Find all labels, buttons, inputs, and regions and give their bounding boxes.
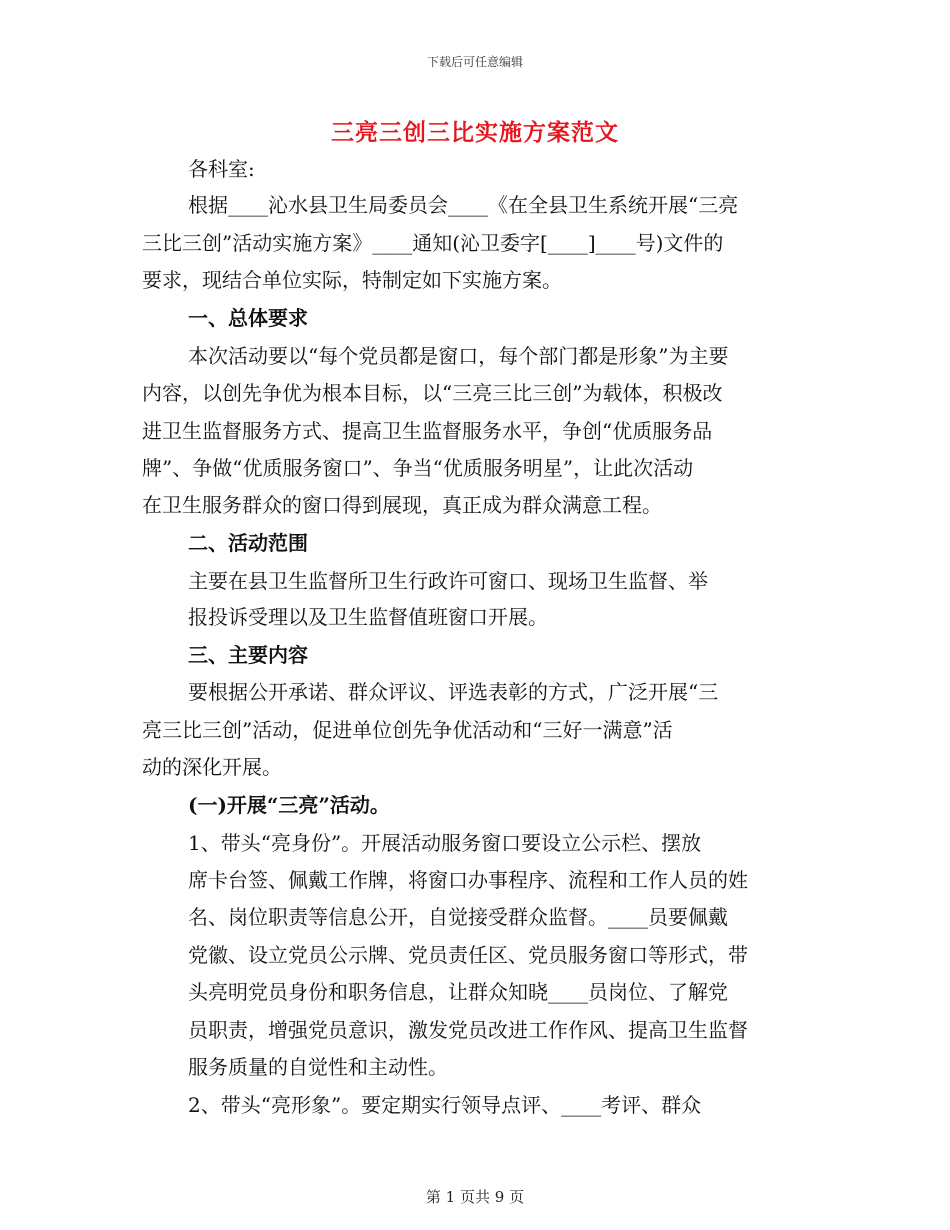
paragraph-line: 内容，以创先争优为根本目标，以“三亮三比三创”为载体，积极改 xyxy=(142,381,723,405)
paragraph-line: 三比三创”活动实施方案》____通知(沁卫委字[____]____号)文件的 xyxy=(142,231,724,255)
subsection-heading: (一)开展“三亮”活动。 xyxy=(188,793,390,817)
section-heading: 一、总体要求 xyxy=(188,306,308,330)
paragraph-line: 牌”、争做“优质服务窗口”、争当“优质服务明星”，让此次活动 xyxy=(142,456,694,480)
paragraph-line: 动的深化开展。 xyxy=(142,755,282,779)
paragraph-line: 进卫生监督服务方式、提高卫生监督服务水平，争创“优质服务品 xyxy=(142,419,713,443)
page-footer: 第 1 页共 9 页 xyxy=(425,1188,525,1206)
document-title: 三亮三创三比实施方案范文 xyxy=(331,119,619,146)
section-heading: 二、活动范围 xyxy=(188,531,308,555)
paragraph-line: 在卫生服务群众的窗口得到展现，真正成为群众满意工程。 xyxy=(142,493,662,517)
paragraph-line: 席卡台签、佩戴工作牌，将窗口办事程序、流程和工作人员的姓 xyxy=(188,868,748,892)
paragraph-line: 主要在县卫生监督所卫生行政许可窗口、现场卫生监督、举 xyxy=(188,569,708,593)
paragraph-line: 名、岗位职责等信息公开，自觉接受群众监督。____员要佩戴 xyxy=(188,905,728,929)
paragraph-line: 要根据公开承诺、群众评议、评选表彰的方式，广泛开展“三 xyxy=(188,680,719,704)
paragraph-line: 本次活动要以“每个党员都是窗口，每个部门都是形象”为主要 xyxy=(188,344,729,368)
paragraph-line: 头亮明党员身份和职务信息，让群众知晓____员岗位、了解党 xyxy=(188,980,728,1004)
paragraph-line: 1、带头“亮身份”。开展活动服务窗口要设立公示栏、摆放 xyxy=(188,831,702,855)
paragraph-line: 报投诉受理以及卫生监督值班窗口开展。 xyxy=(188,605,548,629)
paragraph-line: 亮三比三创”活动，促进单位创先争优活动和“三好一满意”活 xyxy=(142,718,673,742)
paragraph-line: 要求，现结合单位实际，特制定如下实施方案。 xyxy=(142,268,562,292)
paragraph-line: 服务质量的自觉性和主动性。 xyxy=(188,1055,448,1079)
paragraph-line: 2、带头“亮形象”。要定期实行领导点评、____考评、群众 xyxy=(188,1093,702,1117)
paragraph-line: 根据____沁水县卫生局委员会____《在全县卫生系统开展“三亮 xyxy=(188,193,739,217)
header-note: 下载后可任意编辑 xyxy=(426,55,523,69)
paragraph-line: 党徽、设立党员公示牌、党员责任区、党员服务窗口等形式，带 xyxy=(188,943,748,967)
section-heading: 三、主要内容 xyxy=(188,643,308,667)
paragraph-line: 员职责，增强党员意识，激发党员改进工作作风、提高卫生监督 xyxy=(188,1018,748,1042)
salutation: 各科室: xyxy=(188,157,255,181)
